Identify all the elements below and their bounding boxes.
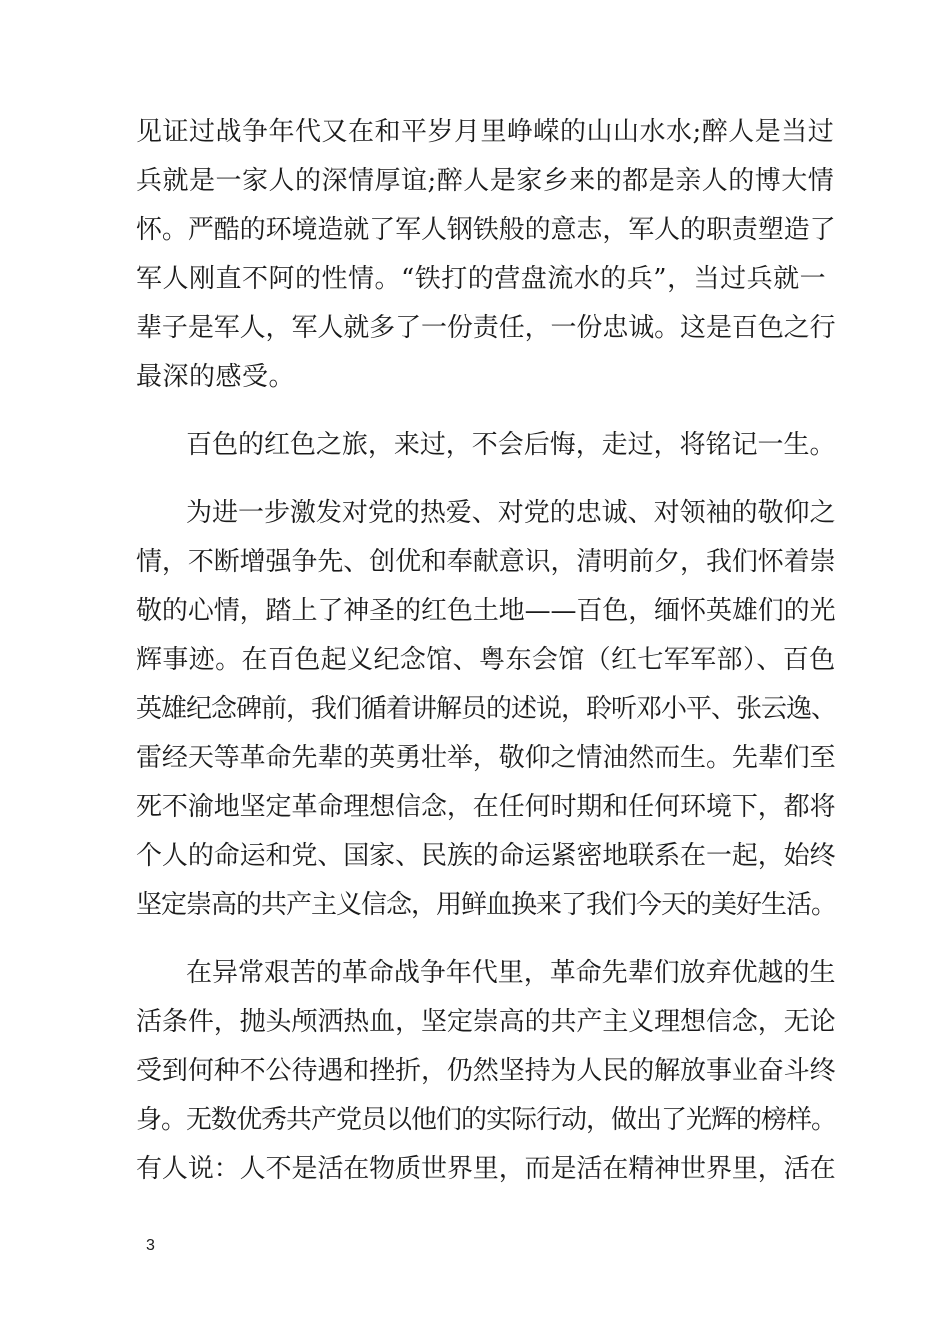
paragraph-4-line-2: 活条件，抛头颅洒热血，坚定崇高的共产主义理想信念，无论 — [136, 1007, 836, 1037]
paragraph-1-line-1: 见证过战争年代又在和平岁月里峥嵘的山山水水;醉人是当过 — [136, 117, 835, 147]
paragraph-3-line-3: 敬的心情，踏上了神圣的红色土地——百色，缅怀英雄们的光 — [136, 596, 836, 626]
paragraph-1-line-6: 最深的感受。 — [136, 362, 296, 392]
paragraph-3-line-7: 死不渝地坚定革命理想信念，在任何时期和任何环境下，都将 — [136, 792, 836, 822]
paragraph-1-line-4: 军人刚直不阿的性情。“铁打的营盘流水的兵”，当过兵就一 — [136, 264, 827, 294]
paragraph-3-line-8: 个人的命运和党、国家、民族的命运紧密地联系在一起，始终 — [136, 841, 836, 871]
paragraph-3-line-9: 坚定崇高的共产主义信念，用鲜血换来了我们今天的美好生活。 — [136, 890, 837, 920]
paragraph-3-line-5: 英雄纪念碑前，我们循着讲解员的述说，聆听邓小平、张云逸、 — [136, 694, 837, 724]
paragraph-1-line-3: 怀。严酷的环境造就了军人钢铁般的意志，军人的职责塑造了 — [136, 215, 836, 245]
paragraph-3-line-2: 情，不断增强争先、创优和奉献意识，清明前夕，我们怀着崇 — [136, 547, 836, 577]
paragraph-3-line-4: 辉事迹。在百色起义纪念馆、粤东会馆（红七军军部）、百色 — [136, 645, 836, 675]
paragraph-1-line-2: 兵就是一家人的深情厚谊;醉人是家乡来的都是亲人的博大情 — [136, 166, 835, 196]
page-number: 3 — [146, 1237, 155, 1254]
paragraph-3-line-6: 雷经天等革命先辈的英勇壮举，敬仰之情油然而生。先辈们至 — [136, 743, 836, 773]
paragraph-4-line-5: 有人说：人不是活在物质世界里，而是活在精神世界里，活在 — [136, 1154, 836, 1184]
paragraph-1-line-5: 辈子是军人，军人就多了一份责任，一份忠诚。这是百色之行 — [136, 313, 836, 343]
paragraph-4-line-1: 在异常艰苦的革命战争年代里，革命先辈们放弃优越的生 — [186, 958, 836, 988]
paragraph-2-line-1: 百色的红色之旅，来过，不会后悔，走过，将铭记一生。 — [186, 430, 836, 460]
paragraph-4-line-3: 受到何种不公待遇和挫折，仍然坚持为人民的解放事业奋斗终 — [136, 1056, 836, 1086]
paragraph-4-line-4: 身。无数优秀共产党员以他们的实际行动，做出了光辉的榜样。 — [136, 1105, 837, 1135]
paragraph-3-line-1: 为进一步激发对党的热爱、对党的忠诚、对领袖的敬仰之 — [186, 498, 836, 528]
